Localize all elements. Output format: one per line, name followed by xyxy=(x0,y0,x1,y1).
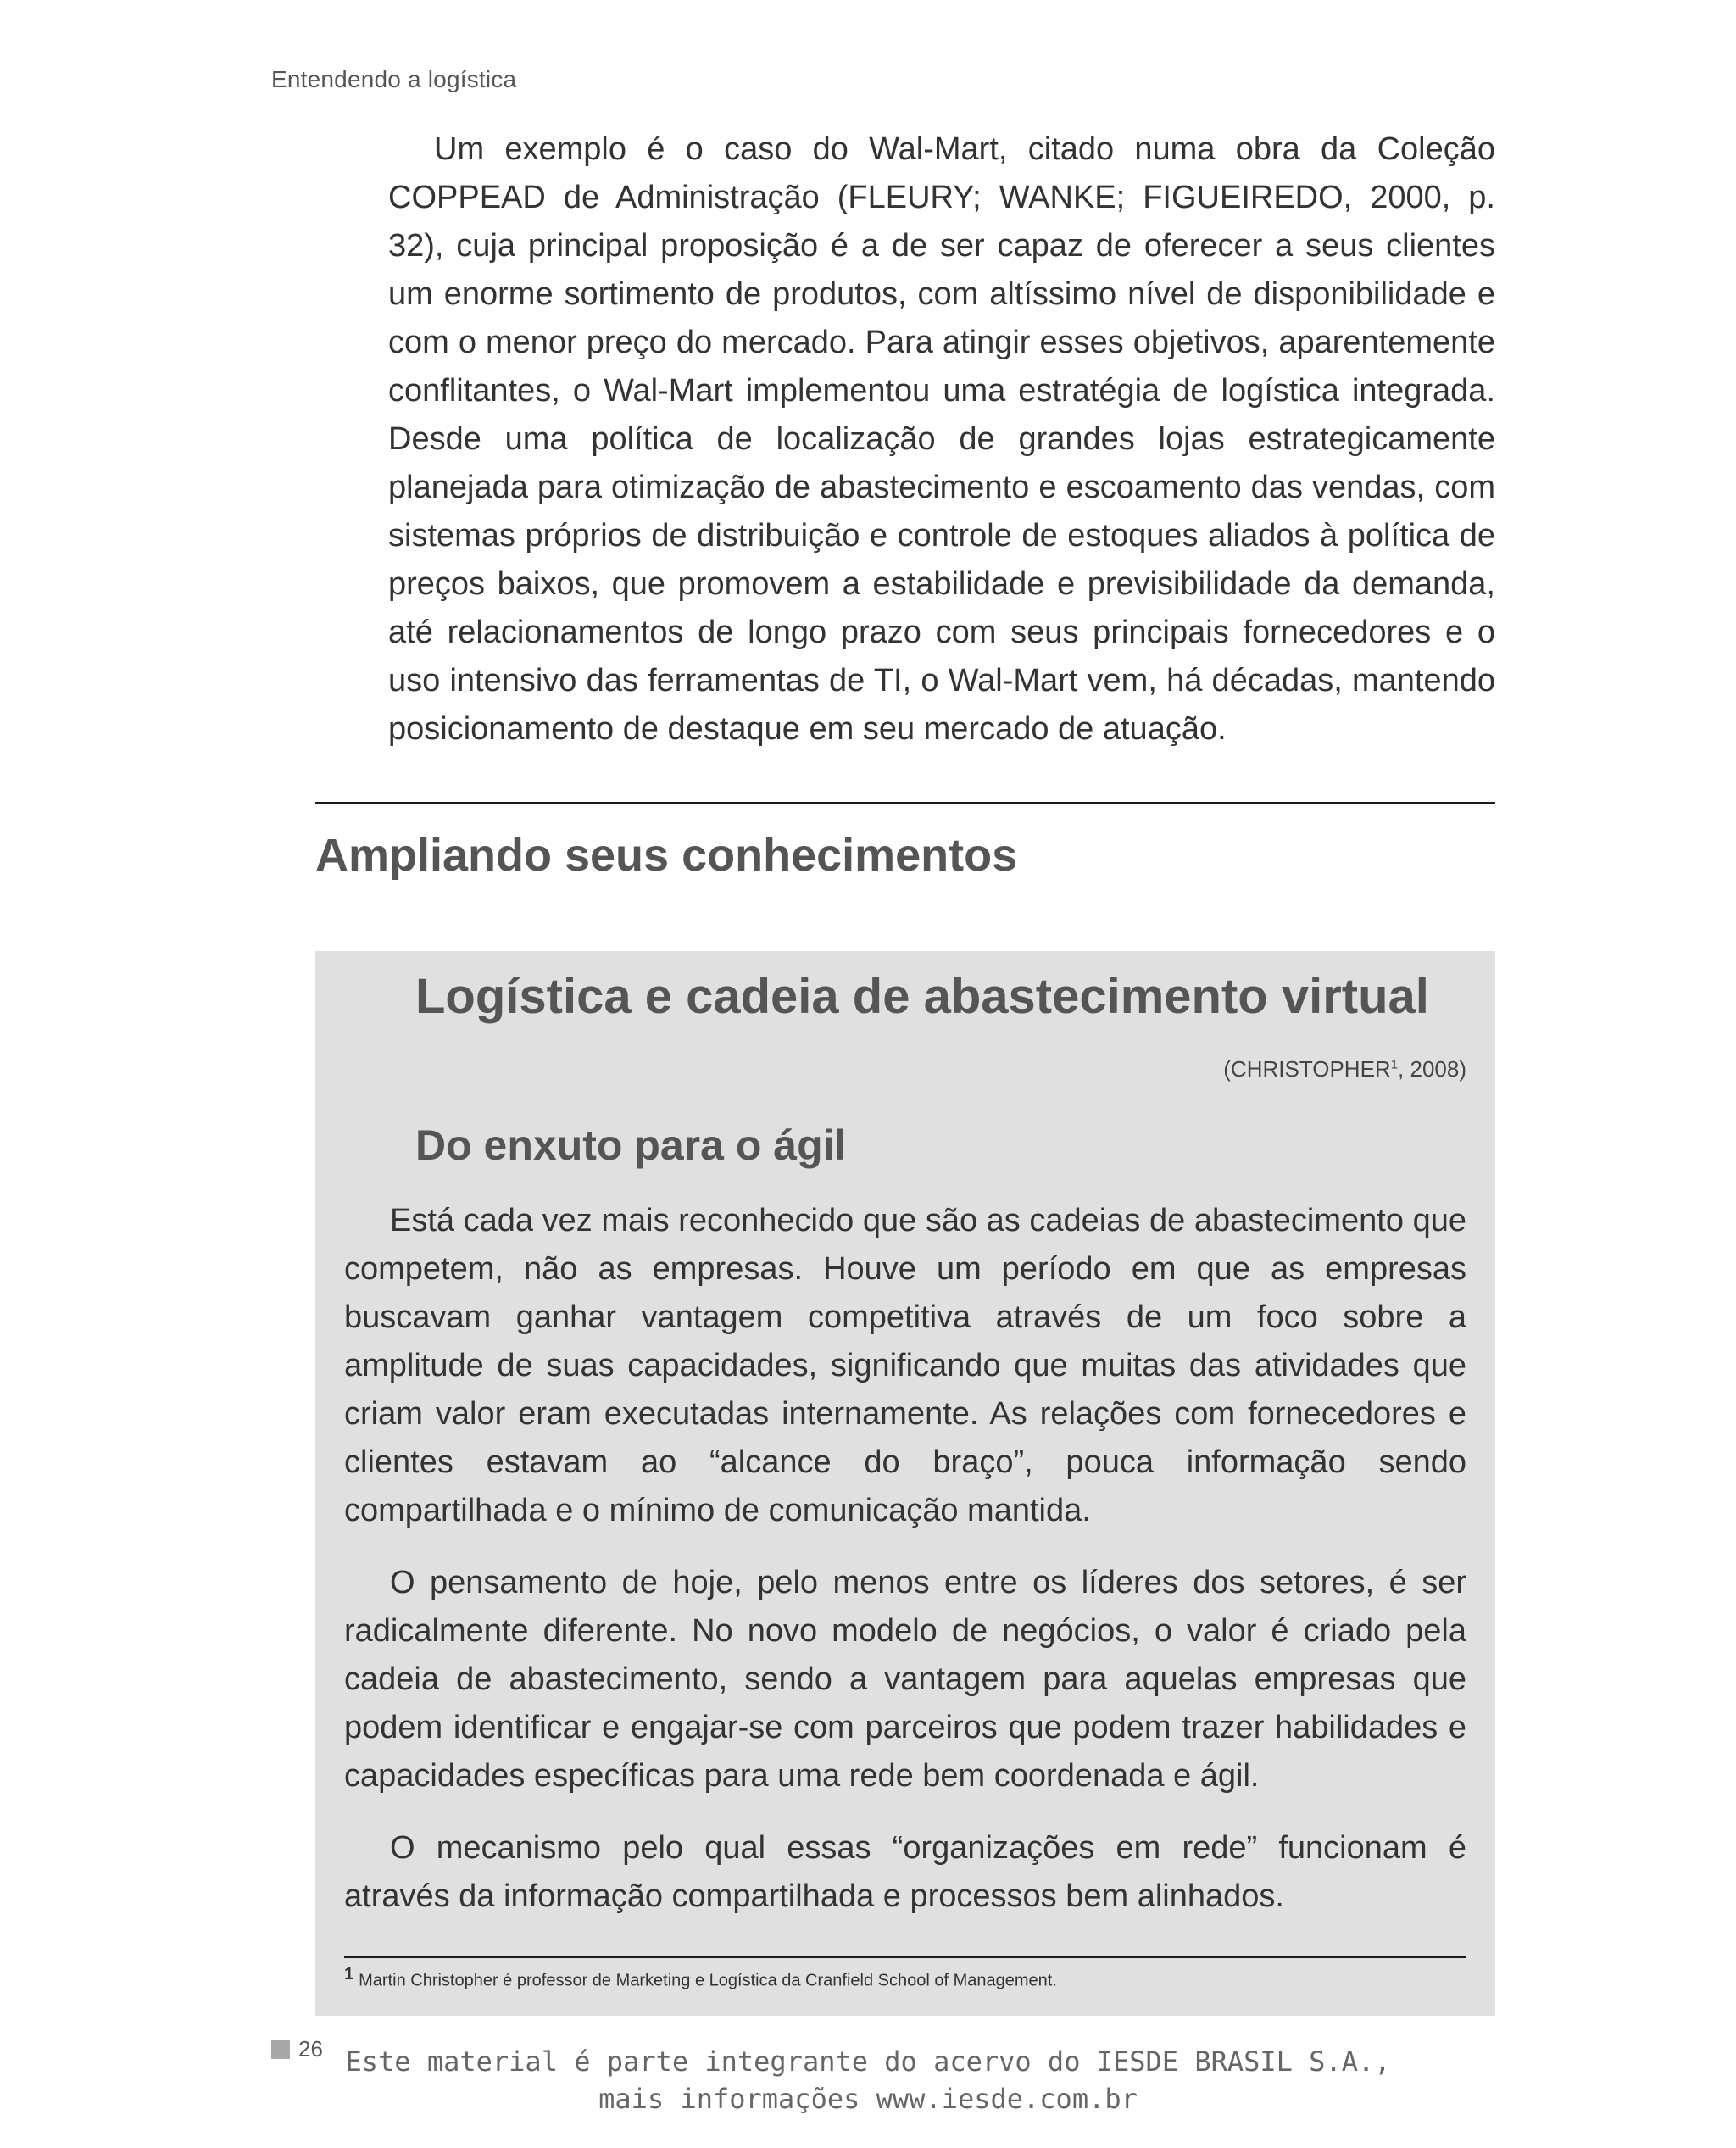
section-heading: Ampliando seus conhecimentos xyxy=(315,830,1018,881)
intro-paragraph: Um exemplo é o caso do Wal-Mart, citado numa obra da Coleção COPPEAD de Administração (FLEURY; WANKE; FIGUEIREDO, 2000, p. 32), cuja principal proposição é a de ser capaz de oferecer a seus clientes um enorme sortimento de produtos, com altíssimo nível de disponibilidade e com o menor preço do mercado. Para atingir esses objetivos, aparentemente conflitantes, o Wal-Mart implementou uma estratégia de logística integrada. Desde uma política de localização de grandes lojas estrategicamente planejada para otimização de abastecimento e escoamento das vendas, com sistemas próprios de distribuição e controle de estoques aliados à política de preços baixos, que promovem a estabilidade e previsibilidade da demanda, até relacionamentos de longo prazo com seus principais fornecedores e o uso intensivo das ferramentas de TI, o Wal-Mart vem, há décadas, mantendo posicionamento de destaque em seu mercado de atuação. xyxy=(388,131,1495,747)
running-header: Entendendo a logística xyxy=(271,66,517,92)
footnote-text: Martin Christopher é professor de Marketing e Logística da Cranfield School of Management. xyxy=(359,1971,1057,1990)
citation-year: , 2008) xyxy=(1398,1056,1466,1082)
box-paragraph: O pensamento de hoje, pelo menos entre os líderes dos setores, é ser radicalmente diferente. No novo modelo de negócios, o valor é criado pela cadeia de abastecimento, sendo a vantagem para aquelas empresas que podem identificar e engajar-se com parceiros que podem trazer habilidades e capacidades específicas para uma rede bem coordenada e ágil. xyxy=(344,1565,1466,1794)
intro-text xyxy=(388,125,1495,754)
box-body xyxy=(344,1197,1466,1945)
footnote xyxy=(344,1965,1057,1991)
page-number: 26 xyxy=(298,2036,323,2062)
footnote-number: 1 xyxy=(344,1965,354,1984)
box-citation xyxy=(1223,1056,1466,1082)
citation-note-ref: 1 xyxy=(1390,1057,1399,1072)
box-subtitle: Do enxuto para o ágil xyxy=(415,1121,847,1169)
section-divider xyxy=(315,802,1495,804)
footnote-divider xyxy=(344,1956,1466,1958)
watermark xyxy=(0,2043,1736,2117)
box-paragraph: O mecanismo pelo qual essas “organizações em rede” funcionam é através da informação compartilhada e processos bem alinhados. xyxy=(344,1830,1466,1914)
watermark-line-1: Este material é parte integrante do acervo do IESDE BRASIL S.A., xyxy=(345,2045,1391,2078)
reading-box xyxy=(315,951,1495,2016)
watermark-line-2: mais informações www.iesde.com.br xyxy=(598,2083,1138,2115)
box-title: Logística e cadeia de abastecimento virtual xyxy=(415,969,1429,1024)
citation-author: (CHRISTOPHER xyxy=(1223,1056,1391,1082)
box-paragraph: Está cada vez mais reconhecido que são as cadeias de abastecimento que competem, não as empresas. Houve um período em que as empresas buscavam ganhar vantagem competitiva através de um foco sobre a amplitude de suas capacidades, significando que muitas das atividades que criam valor eram executadas internamente. As relações com fornecedores e clientes estavam ao “alcance do braço”, pouca informação sendo compartilhada e o mínimo de comunicação mantida. xyxy=(344,1203,1466,1528)
